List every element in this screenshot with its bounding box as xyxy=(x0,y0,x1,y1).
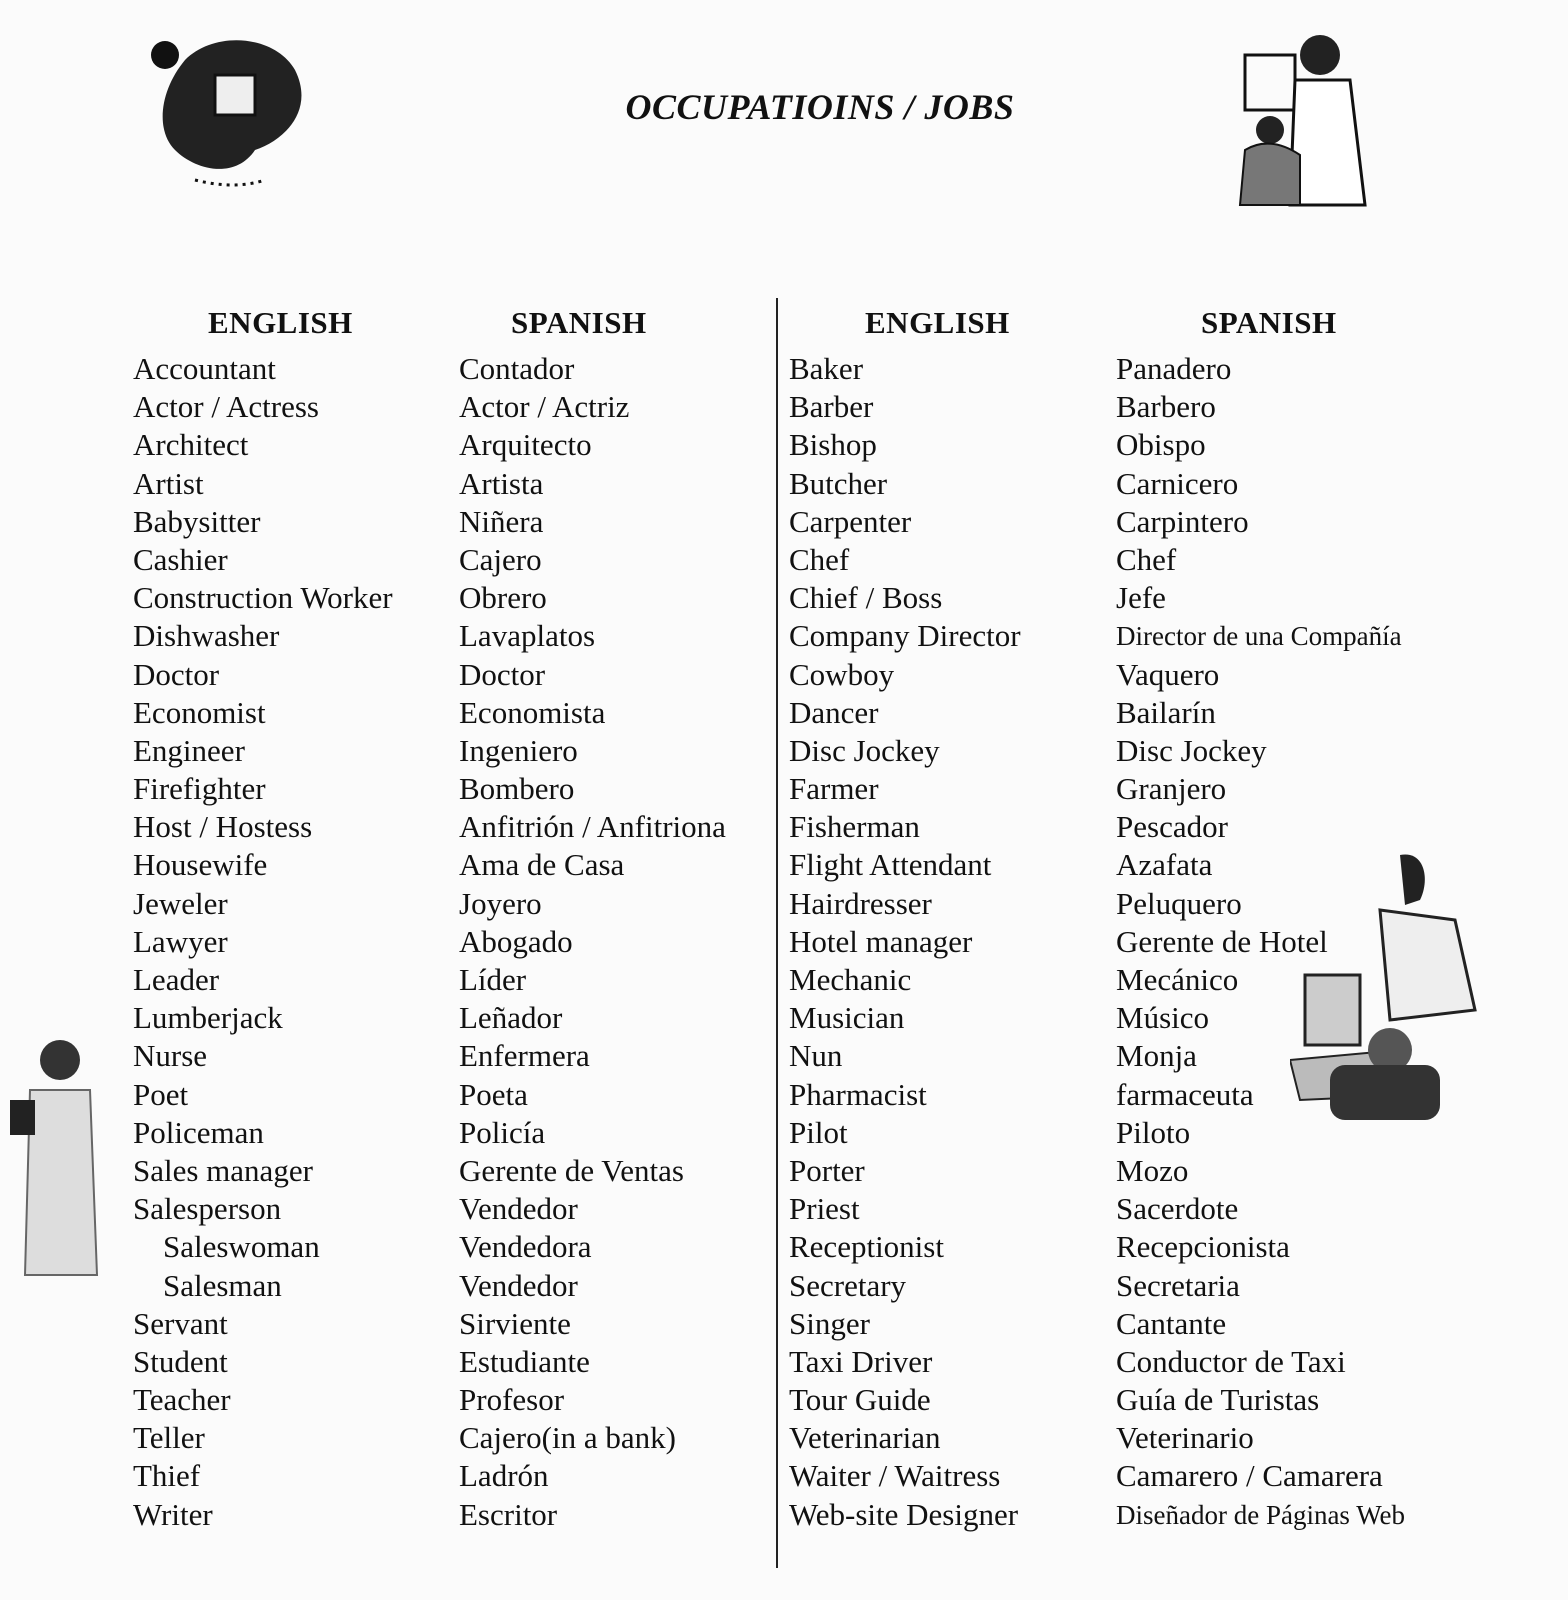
spanish-term: Carpintero xyxy=(1116,503,1249,539)
spanish-term: Bailarín xyxy=(1116,694,1216,730)
spanish-term: Actor / Actriz xyxy=(459,389,630,425)
spanish-term: Conductor de Taxi xyxy=(1116,1343,1346,1379)
spanish-term: Jefe xyxy=(1116,580,1166,616)
doctor-clipart-icon xyxy=(5,1035,100,1280)
spanish-term: farmaceuta xyxy=(1116,1076,1254,1112)
spanish-term: Policía xyxy=(459,1114,546,1150)
english-term: Mechanic xyxy=(789,962,912,997)
english-term: Receptionist xyxy=(789,1229,944,1265)
english-term: Lumberjack xyxy=(133,1000,283,1036)
spanish-term: Panadero xyxy=(1116,351,1232,386)
spanish-term: Camarero / Camarera xyxy=(1116,1458,1383,1494)
english-term: Disc Jockey xyxy=(789,732,940,768)
spanish-term: Poeta xyxy=(459,1076,528,1112)
english-term: Teller xyxy=(133,1420,205,1456)
english-term: Teacher xyxy=(133,1382,231,1418)
spanish-term: Cajero(in a bank) xyxy=(459,1420,676,1456)
spanish-term: Vendedor xyxy=(459,1267,578,1303)
english-term: Servant xyxy=(133,1305,228,1341)
english-term: Taxi Driver xyxy=(789,1343,933,1379)
spanish-term: Contador xyxy=(459,351,575,386)
spanish-term: Guía de Turistas xyxy=(1116,1382,1320,1418)
english-term: Cashier xyxy=(133,541,228,577)
english-term: Salesperson xyxy=(133,1191,282,1227)
english-term: Pilot xyxy=(789,1114,848,1150)
spanish-term: Leñador xyxy=(459,1000,563,1036)
english-term: Company Director xyxy=(789,618,1021,654)
english-term: Economist xyxy=(133,694,266,730)
spanish-term: Anfitrión / Anfitriona xyxy=(459,809,726,845)
english-term: Construction Worker xyxy=(133,580,393,616)
spanish-term: Monja xyxy=(1116,1038,1197,1074)
english-term: Student xyxy=(133,1343,228,1379)
english-term: Flight Attendant xyxy=(789,847,992,883)
english-term: Lawyer xyxy=(133,923,228,959)
spanish-term: Músico xyxy=(1116,1000,1209,1036)
veterinarian-clipart-icon xyxy=(1230,30,1375,210)
english-term: Poet xyxy=(133,1076,189,1112)
spanish-term: Ladrón xyxy=(459,1458,549,1494)
spanish-term: Gerente de Ventas xyxy=(459,1152,684,1188)
header-spanish-right: SPANISH xyxy=(1201,305,1337,340)
english-term: Chief / Boss xyxy=(789,580,943,616)
english-term: Carpenter xyxy=(789,503,912,539)
english-term: Priest xyxy=(789,1191,860,1227)
english-term: Singer xyxy=(789,1305,870,1341)
spanish-term: Ingeniero xyxy=(459,732,578,768)
spanish-term: Mozo xyxy=(1116,1152,1189,1188)
spanish-term: Sirviente xyxy=(459,1305,571,1341)
english-term: Veterinarian xyxy=(789,1420,941,1456)
english-term: Hotel manager xyxy=(789,923,973,959)
english-term: Secretary xyxy=(789,1267,907,1303)
spanish-term: Vendedor xyxy=(459,1191,578,1227)
english-term: Tour Guide xyxy=(789,1382,931,1418)
english-term: Housewife xyxy=(133,847,268,883)
english-term: Sales manager xyxy=(133,1152,313,1188)
english-term: Actor / Actress xyxy=(133,389,319,425)
spanish-term: Joyero xyxy=(459,885,542,921)
english-term: Cowboy xyxy=(789,656,895,692)
english-term: Hairdresser xyxy=(789,885,932,921)
english-term: Fisherman xyxy=(789,809,920,845)
english-term: Dancer xyxy=(789,694,879,730)
spanish-term: Vaquero xyxy=(1116,656,1220,692)
spanish-term: Estudiante xyxy=(459,1343,590,1379)
english-term: Policeman xyxy=(133,1114,264,1150)
spanish-term: Abogado xyxy=(459,923,573,959)
spanish-term: Artista xyxy=(459,465,544,501)
english-term: Thief xyxy=(133,1458,201,1494)
business-clipart-icon xyxy=(145,30,335,195)
english-term: Babysitter xyxy=(133,503,261,539)
english-term: Waiter / Waitress xyxy=(789,1458,1001,1494)
spanish-term: Recepcionista xyxy=(1116,1229,1290,1265)
spanish-term: Profesor xyxy=(459,1382,565,1418)
spanish-term: Cantante xyxy=(1116,1305,1227,1341)
english-term: Nun xyxy=(789,1038,843,1074)
english-term: Chef xyxy=(789,541,850,577)
spanish-term: Peluquero xyxy=(1116,885,1242,921)
right-english-column xyxy=(789,350,1021,1534)
spanish-term: Chef xyxy=(1116,541,1177,577)
spanish-term: Pescador xyxy=(1116,809,1228,845)
english-term: Barber xyxy=(789,389,874,425)
english-term: Firefighter xyxy=(133,771,266,807)
spanish-term: Disc Jockey xyxy=(1116,732,1267,768)
spanish-term: Escritor xyxy=(459,1496,558,1532)
spanish-term: Doctor xyxy=(459,656,546,692)
english-term: Pharmacist xyxy=(789,1076,927,1112)
spanish-term: Arquitecto xyxy=(459,427,592,463)
spanish-term: Bombero xyxy=(459,771,575,807)
english-term: Dishwasher xyxy=(133,618,280,654)
english-term: Baker xyxy=(789,351,864,386)
spanish-term: Líder xyxy=(459,962,527,997)
english-term: Nurse xyxy=(133,1038,208,1074)
english-term: Salesman xyxy=(163,1267,282,1303)
spanish-term: Cajero xyxy=(459,541,542,577)
spanish-term: Azafata xyxy=(1116,847,1213,883)
english-term: Saleswoman xyxy=(163,1229,320,1265)
english-term: Butcher xyxy=(789,465,888,501)
english-term: Bishop xyxy=(789,427,877,463)
english-term: Writer xyxy=(133,1496,213,1532)
english-term: Musician xyxy=(789,1000,905,1036)
spanish-term: Director de una Compañía xyxy=(1116,621,1402,652)
spanish-term: Secretaria xyxy=(1116,1267,1240,1303)
english-term: Leader xyxy=(133,962,220,997)
spanish-term: Gerente de Hotel xyxy=(1116,923,1328,959)
spanish-term: Obispo xyxy=(1116,427,1206,463)
column-divider xyxy=(776,298,778,1568)
spanish-term: Ama de Casa xyxy=(459,847,625,883)
english-term: Doctor xyxy=(133,656,220,692)
spanish-term: Niñera xyxy=(459,503,544,539)
english-term: Accountant xyxy=(133,351,276,386)
header-english-left: ENGLISH xyxy=(208,305,353,340)
spanish-term: Veterinario xyxy=(1116,1420,1254,1456)
english-term: Web-site Designer xyxy=(789,1496,1019,1532)
header-spanish-left: SPANISH xyxy=(511,305,647,340)
spanish-term: Economista xyxy=(459,694,606,730)
english-term: Engineer xyxy=(133,732,245,768)
english-term: Architect xyxy=(133,427,249,463)
left-spanish-column xyxy=(459,350,726,1534)
english-term: Artist xyxy=(133,465,204,501)
english-term: Farmer xyxy=(789,771,879,807)
right-spanish-column xyxy=(1116,350,1405,1534)
spanish-term: Sacerdote xyxy=(1116,1191,1239,1227)
spanish-term: Lavaplatos xyxy=(459,618,596,654)
spanish-term: Mecánico xyxy=(1116,962,1239,997)
english-term: Porter xyxy=(789,1152,865,1188)
spanish-term: Granjero xyxy=(1116,771,1227,807)
header-english-right: ENGLISH xyxy=(865,305,1010,340)
english-term: Host / Hostess xyxy=(133,809,313,845)
spanish-term: Obrero xyxy=(459,580,547,616)
page-title: OCCUPATIOINS / JOBS xyxy=(625,87,1015,127)
spanish-term: Vendedora xyxy=(459,1229,592,1265)
left-english-column xyxy=(133,350,393,1534)
spanish-term: Diseñador de Páginas Web xyxy=(1116,1499,1406,1530)
spanish-term: Carnicero xyxy=(1116,465,1239,501)
spanish-term: Barbero xyxy=(1116,389,1216,425)
spanish-term: Piloto xyxy=(1116,1114,1191,1150)
english-term: Jeweler xyxy=(133,885,228,921)
spanish-term: Enfermera xyxy=(459,1038,590,1074)
